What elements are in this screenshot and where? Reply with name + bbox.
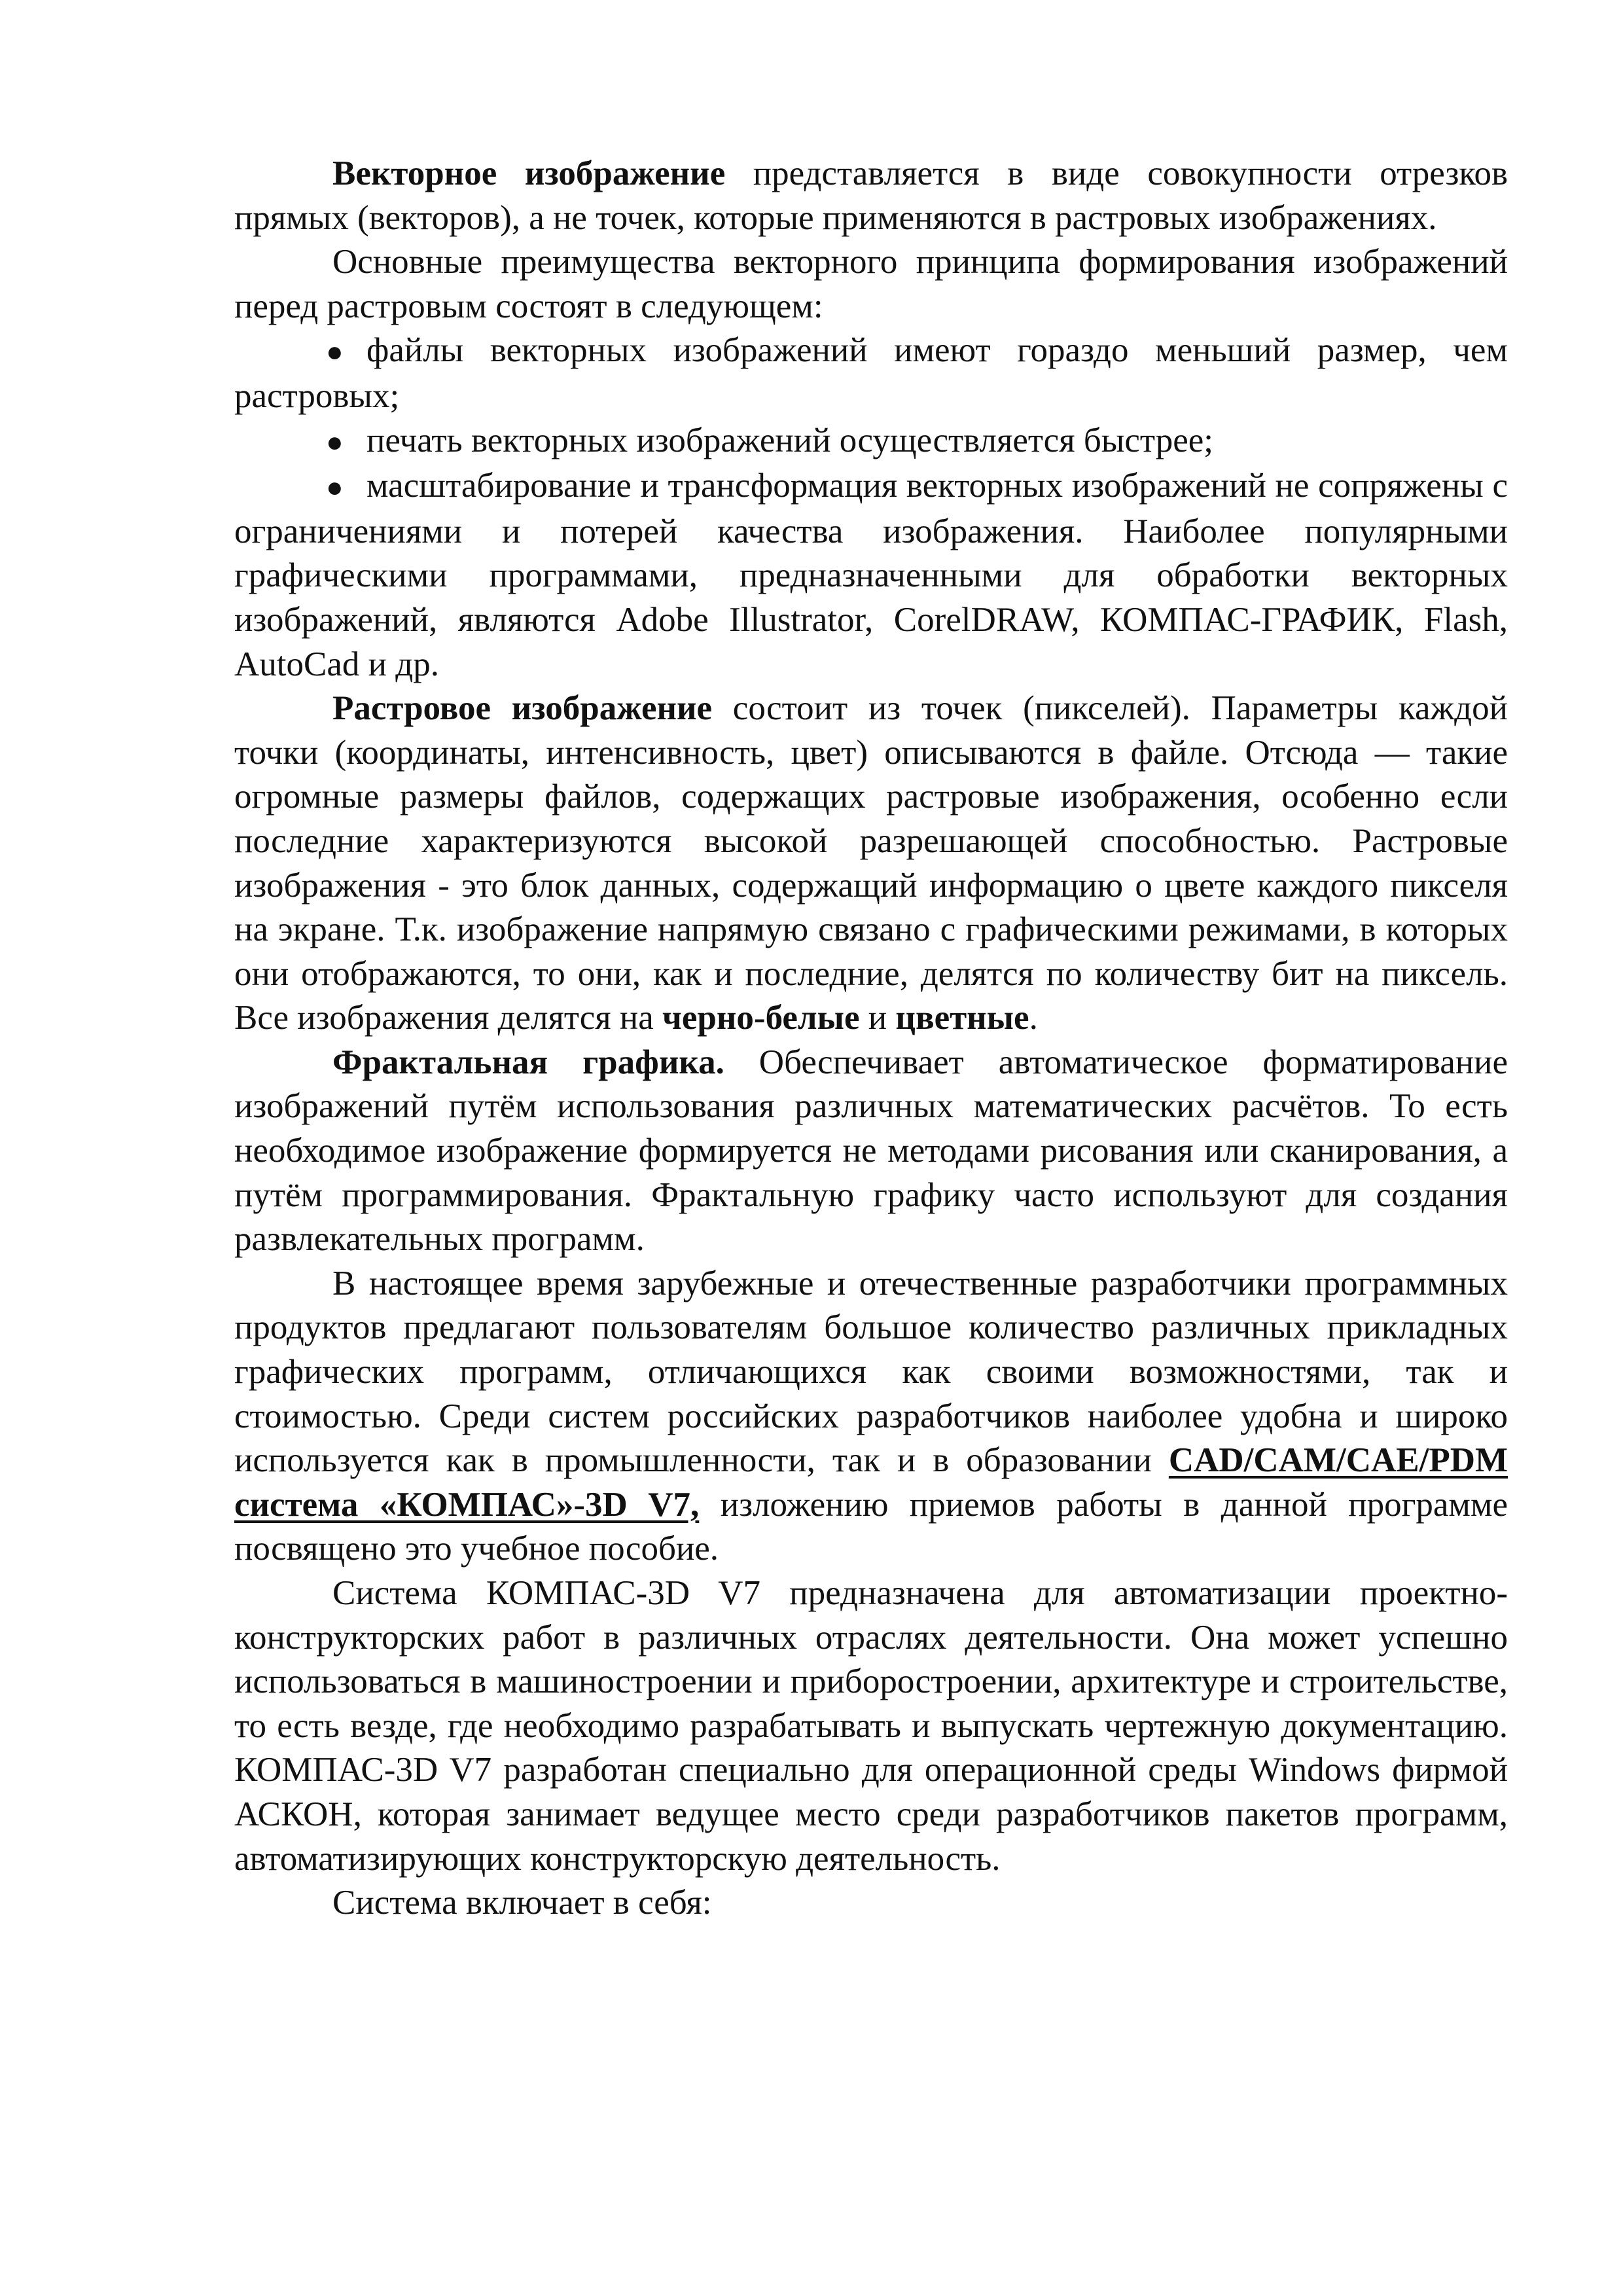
list-item-scaling-text: масштабирование и трансформация векторных изображений не сопряжены с ограничениями и потерей качества изображения. Наиболее популярными графическими программами, предназначенными для обработки векторных изображений, являются Adobe Illustrator, CorelDRAW, КОМПАС-ГРАФИК, Flash, AutoCad и др. bbox=[234, 467, 1508, 683]
document-page bbox=[234, 152, 1508, 1926]
paragraph-advantages-intro bbox=[234, 240, 1508, 329]
term-fractal-graphics: Фрактальная графика. bbox=[332, 1043, 724, 1081]
paragraph-raster-image-conjunction: и bbox=[859, 999, 896, 1037]
bullet-icon: ● bbox=[326, 336, 344, 368]
paragraph-vector-image-text: представляется в виде совокупности отрезков прямых (векторов), а не точек, которые применяются в растровых изображениях. bbox=[234, 154, 1508, 237]
paragraph-raster-image-end: . bbox=[1029, 999, 1038, 1037]
term-black-white: черно-белые bbox=[662, 999, 860, 1037]
paragraph-advantages-intro-text: Основные преимущества векторного принципа формирования изображений перед растровым состоят в следующем: bbox=[234, 243, 1508, 325]
paragraph-system-includes bbox=[234, 1881, 1508, 1926]
paragraph-developers-text-end: изложению приемов работы в данной программе посвящено это учебное пособие. bbox=[234, 1485, 1508, 1568]
list-item-scaling bbox=[234, 464, 1508, 687]
paragraph-raster-image-text: состоит из точек (пикселей). Параметры каждой точки (координаты, интенсивность, цвет) описываются в файле. Отсюда — такие огромные размеры файлов, содержащих растровые изображения, особенно если последние характеризуются высокой разрешающей способностью. Растровые изображения - это блок данных, содержащий информацию о цвете каждого пикселя на экране. Т.к. изображение напрямую связано с графическими режимами, в которых они отображаются, то они, как и последние, делятся по количеству бит на пиксель. Все изображения делятся на bbox=[234, 689, 1508, 1037]
paragraph-fractal-graphics bbox=[234, 1041, 1508, 1262]
term-vector-image: Векторное изображение bbox=[332, 154, 726, 192]
term-color: цветные bbox=[895, 999, 1029, 1037]
list-item-file-size bbox=[234, 329, 1508, 418]
list-item-printing bbox=[234, 419, 1508, 465]
paragraph-vector-image bbox=[234, 152, 1508, 240]
paragraph-kompas-purpose bbox=[234, 1571, 1508, 1881]
paragraph-kompas-purpose-text: Система КОМПАС-3D V7 предназначена для автоматизации проектно-конструкторских работ в различных отраслях деятельности. Она может успешно использоваться в машиностроении и приборостроении, архитектуре и строительстве, то есть везде, где необходимо разрабатывать и выпускать чертежную документацию. КОМПАС-3D V7 разработан специально для операционной среды Windows фирмой АСКОН, которая занимает ведущее место среди разработчиков пакетов программ, автоматизирующих конструкторскую деятельность. bbox=[234, 1574, 1508, 1878]
bullet-icon: ● bbox=[326, 425, 344, 458]
list-item-file-size-text: файлы векторных изображений имеют гораздо меньший размер, чем растровых; bbox=[234, 331, 1508, 415]
paragraph-developers bbox=[234, 1262, 1508, 1571]
paragraph-raster-image bbox=[234, 687, 1508, 1041]
paragraph-system-includes-text: Система включает в себя: bbox=[332, 1884, 712, 1922]
paragraph-developers-text: В настоящее время зарубежные и отечественные разработчики программных продуктов предлагают пользователям большое количество различных прикладных графических программ, отличающихся как своими возможностями, так и стоимостью. Среди систем российских разработчиков наиболее удобна и широко используется как в промышленности, так и в образовании bbox=[234, 1264, 1508, 1480]
kompas-system-link[interactable]: CAD/CAM/CAE/PDM система «КОМПАС»-3D V7, bbox=[234, 1441, 1508, 1524]
term-raster-image: Растровое изображение bbox=[332, 689, 713, 728]
list-item-printing-text: печать векторных изображений осуществляется быстрее; bbox=[366, 421, 1213, 459]
bullet-icon: ● bbox=[326, 471, 344, 504]
paragraph-fractal-graphics-text: Обеспечивает автоматическое форматирование изображений путём использования различных математических расчётов. То есть необходимое изображение формируется не методами рисования или сканирования, а путём программирования. Фрактальную графику часто используют для создания развлекательных программ. bbox=[234, 1043, 1508, 1259]
